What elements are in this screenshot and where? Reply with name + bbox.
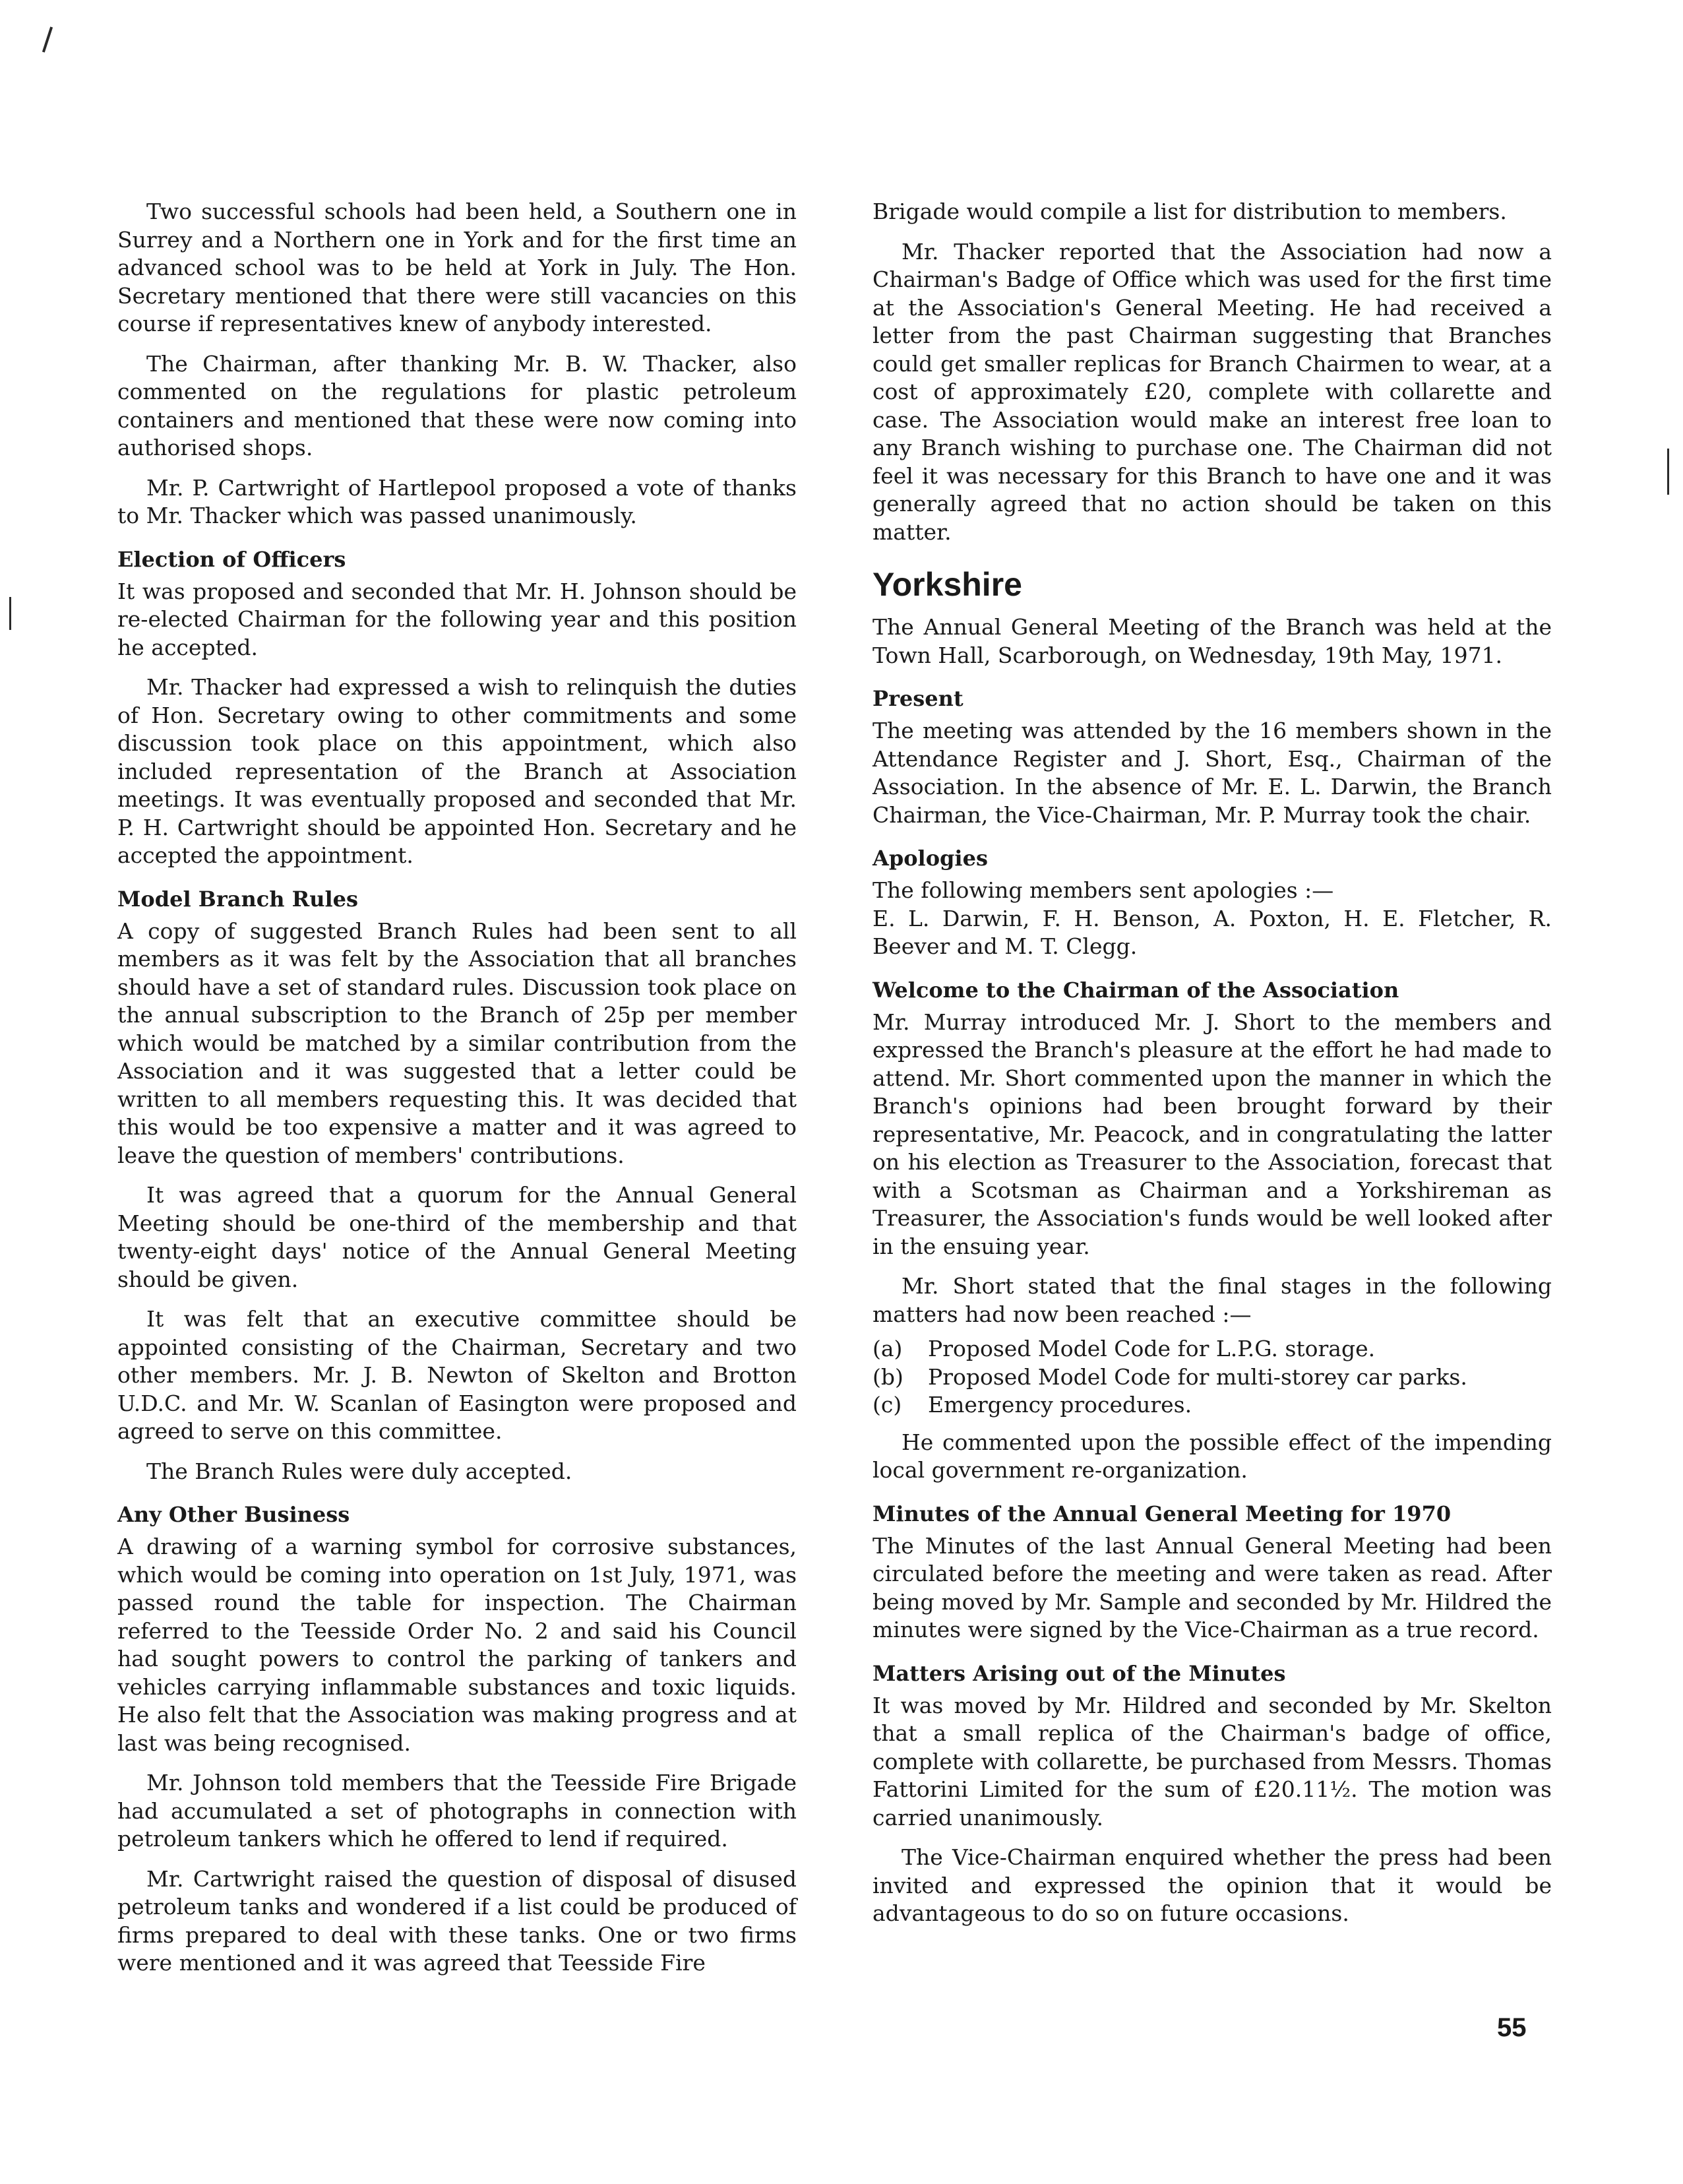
paragraph: A copy of suggested Branch Rules had been sent to all members as it was felt by the Association that all branches should have a set of standard rules. Discussion took place on the annual subscription to the Branch of 25p per member which would be matched by a similar contribution from the Association and it was suggested that a letter could be written to all members requesting this. It was decided that this would be too expensive a matter and it was agreed to leave the question of members' contributions. xyxy=(117,918,797,1168)
paragraph: It was proposed and seconded that Mr. H. Johnson should be re-elected Chairman for the following year and this position he accepted. xyxy=(117,578,797,660)
paragraph: A drawing of a warning symbol for corrosive substances, which would be coming into operation on 1st July, 1971, was passed round the table for inspection. The Chairman referred to the Teesside Order No. 2 and said his Council had sought powers to control the parking of tankers and vehicles carrying inflammable substances and toxic liquids. He also felt that the Association was making progress and at last was being recognised. xyxy=(117,1534,797,1756)
region-title: Yorkshire xyxy=(872,566,1022,603)
scan-mark xyxy=(9,597,11,630)
scan-mark xyxy=(1667,449,1669,495)
paragraph: Brigade would compile a list for distribution to members. xyxy=(872,199,1507,224)
paragraph: It was moved by Mr. Hildred and seconded by Mr. Skelton that a small replica of the Chairman's badge of office, complete with collarette, be purchased from Messrs. Thomas Fattorini Limited for the sum of £20.11½. The motion was carried unanimously. xyxy=(872,1692,1552,1830)
paragraph: It was agreed that a quorum for the Annual General Meeting should be one-third of the membership and that twenty-eight days' notice of the Annual General Meeting should be given. xyxy=(117,1182,797,1292)
paragraph: Two successful schools had been held, a Southern one in Surrey and a Northern one in York and for the first time an advanced school was to be held at York in July. The Hon. Secretary mentioned that there were still vacancies on this course if representatives knew of anybody interested. xyxy=(117,199,797,336)
list-marker: (a) xyxy=(872,1336,903,1361)
paragraph: Mr. Johnson told members that the Teesside Fire Brigade had accumulated a set of photographs in connection with petroleum tankers which he offered to lend if required. xyxy=(117,1770,797,1852)
list-text: Proposed Model Code for L.P.G. storage. xyxy=(928,1336,1376,1361)
paragraph: The following members sent apologies :— xyxy=(872,877,1334,903)
section-heading-present: Present xyxy=(872,686,964,711)
paragraph: The meeting was attended by the 16 members shown in the Attendance Register and J. Short, Esq., Chairman of the Association. In the absence of Mr. E. L. Darwin, the Branch Chairman, the Vice-Chairman, Mr. P. Murray took the chair. xyxy=(872,718,1552,828)
paragraph: Mr. Short stated that the final stages in the following matters had now been reached :— xyxy=(872,1273,1552,1327)
right-column xyxy=(872,198,1552,1940)
paragraph: The Annual General Meeting of the Branch was held at the Town Hall, Scarborough, on Wednesday, 19th May, 1971. xyxy=(872,614,1552,668)
paragraph: E. L. Darwin, F. H. Benson, A. Poxton, H. E. Fletcher, R. Beever and M. T. Clegg. xyxy=(872,905,1552,959)
section-heading-rules: Model Branch Rules xyxy=(117,886,358,912)
scan-mark xyxy=(42,26,53,52)
section-heading-apologies: Apologies xyxy=(872,846,988,871)
paragraph: Mr. Cartwright raised the question of disposal of disused petroleum tanks and wondered if a list could be produced of firms prepared to deal with these tanks. One or two firms were mentioned and it was agreed that Teesside Fire xyxy=(117,1865,797,1976)
section-heading-election: Election of Officers xyxy=(117,546,346,572)
list-item xyxy=(872,1391,1552,1420)
paragraph: Mr. Thacker reported that the Association had now a Chairman's Badge of Office which was used for the first time at the Association's General Meeting. He had received a letter from the past Chairman suggesting that Branches could get smaller replicas for Branch Chairmen to wear, at a cost of approximately £20, complete with collarette and case. The Association would make an interest free loan to any Branch wishing to purchase one. The Chairman did not feel it was necessary for this Branch to have one and it was generally agreed that no action should be taken on this matter. xyxy=(872,238,1552,545)
list-marker: (b) xyxy=(872,1363,903,1390)
section-heading-welcome: Welcome to the Chairman of the Association xyxy=(872,977,1399,1003)
paragraph: He commented upon the possible effect of the impending local government re-organization. xyxy=(872,1429,1552,1483)
section-heading-other-business: Any Other Business xyxy=(117,1502,350,1527)
paragraph: Mr. Murray introduced Mr. J. Short to the members and expressed the Branch's pleasure at the effort he had made to attend. Mr. Short commented upon the manner in which the Branch's opinions had been brought forward by their representative, Mr. Peacock, and in congratulating the latter on his election as Treasurer to the Association, forecast that with a Scotsman as Chairman and a Yorkshireman as Treasurer, the Association's funds would be well looked after in the ensuing year. xyxy=(872,1009,1552,1259)
list-text: Emergency procedures. xyxy=(928,1392,1192,1418)
list-item xyxy=(872,1335,1552,1363)
left-column xyxy=(117,198,797,1989)
list-marker: (c) xyxy=(872,1392,902,1418)
paragraph: The Minutes of the last Annual General Meeting had been circulated before the meeting and were taken as read. After being moved by Mr. Sample and seconded by Mr. Hildred the minutes were signed by the Vice-Chairman as a true record. xyxy=(872,1532,1552,1642)
paragraph: Mr. Thacker had expressed a wish to relinquish the duties of Hon. Secretary owing to other commitments and some discussion took place on this appointment, which also included representation of the Branch at Association meetings. It was eventually proposed and seconded that Mr. P. H. Cartwright should be appointed Hon. Secretary and he accepted the appointment. xyxy=(117,674,797,868)
matters-list xyxy=(872,1335,1552,1420)
paragraph: The Chairman, after thanking Mr. B. W. Thacker, also commented on the regulations for plastic petroleum containers and mentioned that these were now coming into authorised shops. xyxy=(117,350,797,460)
section-heading-minutes: Minutes of the Annual General Meeting for 1970 xyxy=(872,1501,1452,1526)
paragraph: The Vice-Chairman enquired whether the press had been invited and expressed the opinion that it would be advantageous to do so on future occasions. xyxy=(872,1844,1552,1926)
paragraph: Mr. P. Cartwright of Hartlepool proposed a vote of thanks to Mr. Thacker which was passed unanimously. xyxy=(117,474,797,528)
paragraph: It was felt that an executive committee should be appointed consisting of the Chairman, Secretary and two other members. Mr. J. B. Newton of Skelton and Brotton U.D.C. and Mr. W. Scanlan of Easington were proposed and agreed to serve on this committee. xyxy=(117,1306,797,1444)
list-item xyxy=(872,1363,1552,1392)
paragraph: The Branch Rules were duly accepted. xyxy=(146,1458,572,1484)
page-number: 55 xyxy=(1497,2013,1527,2042)
section-heading-matters-arising: Matters Arising out of the Minutes xyxy=(872,1660,1286,1686)
list-text: Proposed Model Code for multi-storey car parks. xyxy=(928,1363,1467,1390)
